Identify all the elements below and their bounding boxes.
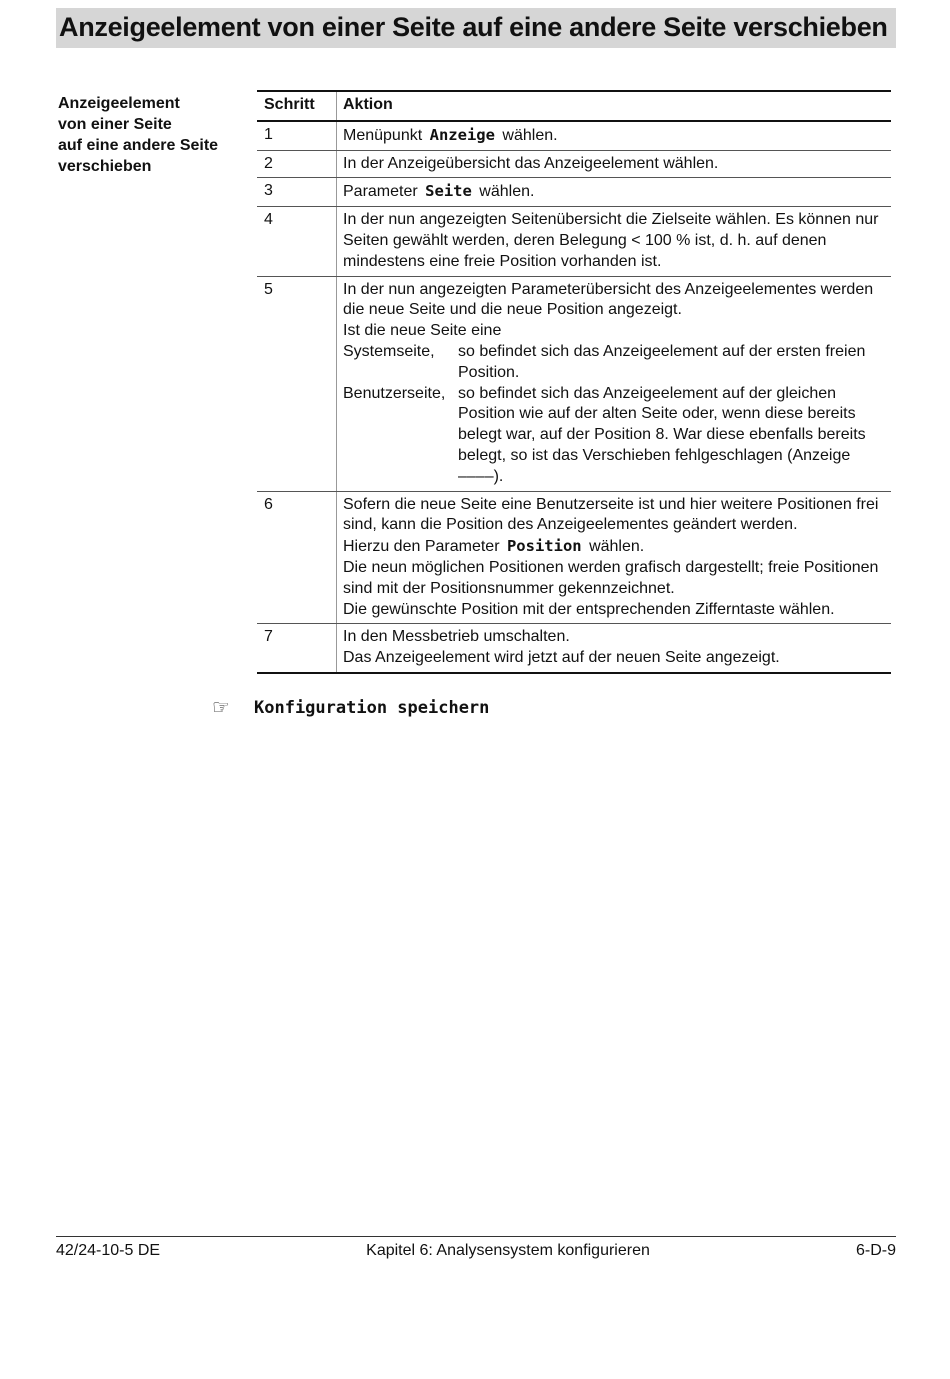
action-text: wählen. <box>479 183 535 201</box>
step-number: 4 <box>257 207 337 276</box>
step-action <box>337 624 892 673</box>
header-schritt: Schritt <box>257 91 337 121</box>
step-number: 6 <box>257 491 337 624</box>
action-text: Das Anzeigeelement wird jetzt auf der neuen Seite angezeigt. <box>343 649 780 667</box>
step-action <box>337 121 892 150</box>
action-text: Die gewünschte Position mit der entsprechenden Zifferntaste wählen. <box>343 600 835 618</box>
title-bar <box>56 8 896 48</box>
action-text: Die neun möglichen Positionen werden grafisch dargestellt; freie Positionen sind mit der Positionsnummer gekennzeichnet. <box>343 558 879 597</box>
definition-desc: so befindet sich das Anzeigeelement auf der gleichen Position wie auf der alten Seite oder, wenn diese bereits belegt war, auf der Position 8. War diese ebenfalls bereits belegt, so ist das Verschieben fehlgeschlagen (Anzeige ––––). <box>458 384 866 485</box>
step-action <box>337 276 892 491</box>
action-text: Ist die neue Seite eine <box>343 322 502 340</box>
table-row <box>257 178 891 207</box>
step-action: In der Anzeigeübersicht das Anzeigeelement wählen. <box>337 150 892 178</box>
footer-doc-number: 42/24-10-5 DE <box>56 1242 161 1259</box>
definition-term: Systemseite, <box>343 342 435 360</box>
footer-chapter: Kapitel 6: Analysensystem konfigurieren <box>366 1242 650 1259</box>
step-action <box>337 491 892 624</box>
menu-item-code: Anzeige <box>429 125 495 144</box>
footer-page-number: 6-D-9 <box>855 1242 896 1259</box>
table-header-row <box>257 91 891 121</box>
side-heading: Anzeigeelement von einer Seite auf eine andere Seite verschieben <box>58 95 219 175</box>
step-number: 5 <box>257 276 337 491</box>
action-text: Sofern die neue Seite eine Benutzerseite ist und hier weitere Positionen frei sind, kann die Position des Anzeigeelementes geändert werden. <box>343 495 879 534</box>
table-row <box>257 624 891 673</box>
action-text: Menüpunkt <box>343 126 423 144</box>
parameter-code: Seite <box>425 182 472 201</box>
parameter-code: Position <box>506 537 582 556</box>
step-number: 3 <box>257 178 337 207</box>
action-text: wählen. <box>589 538 645 556</box>
step-action <box>337 178 892 207</box>
table-row <box>257 207 891 276</box>
page-footer <box>56 1236 896 1260</box>
action-line <box>343 536 889 558</box>
header-aktion: Aktion <box>337 91 892 121</box>
action-text: In der nun angezeigten Parameterübersicht des Anzeigeelementes werden die neue Seite und die neue Position angezeigt. <box>343 280 874 319</box>
definition-item <box>343 384 889 488</box>
action-text: In den Messbetrieb umschalten. <box>343 628 570 646</box>
table-row <box>257 276 891 491</box>
note-text: Konfiguration speichern <box>254 697 490 718</box>
table-row <box>257 121 891 150</box>
page-title: Anzeigeelement von einer Seite auf eine andere Seite verschieben <box>59 12 888 42</box>
definition-item <box>343 342 889 384</box>
step-number: 7 <box>257 624 337 673</box>
action-text: Hierzu den Parameter <box>343 538 500 556</box>
action-text: wählen. <box>502 126 558 144</box>
table-row <box>257 491 891 624</box>
save-config-note <box>212 695 489 720</box>
action-text: Parameter <box>343 183 418 201</box>
table-row <box>257 150 891 178</box>
step-number: 1 <box>257 121 337 150</box>
pointing-hand-icon: ☞ <box>212 697 230 719</box>
step-action: In der nun angezeigten Seitenübersicht die Zielseite wählen. Es können nur Seiten gewählt werden, deren Belegung < 100 % ist, d. h. auf denen mindestens eine freie Position vorhanden ist. <box>337 207 892 276</box>
step-number: 2 <box>257 150 337 178</box>
definition-desc: so befindet sich das Anzeigeelement auf der ersten freien Position. <box>458 342 866 381</box>
steps-table <box>257 90 891 674</box>
definition-term: Benutzerseite, <box>343 384 446 402</box>
